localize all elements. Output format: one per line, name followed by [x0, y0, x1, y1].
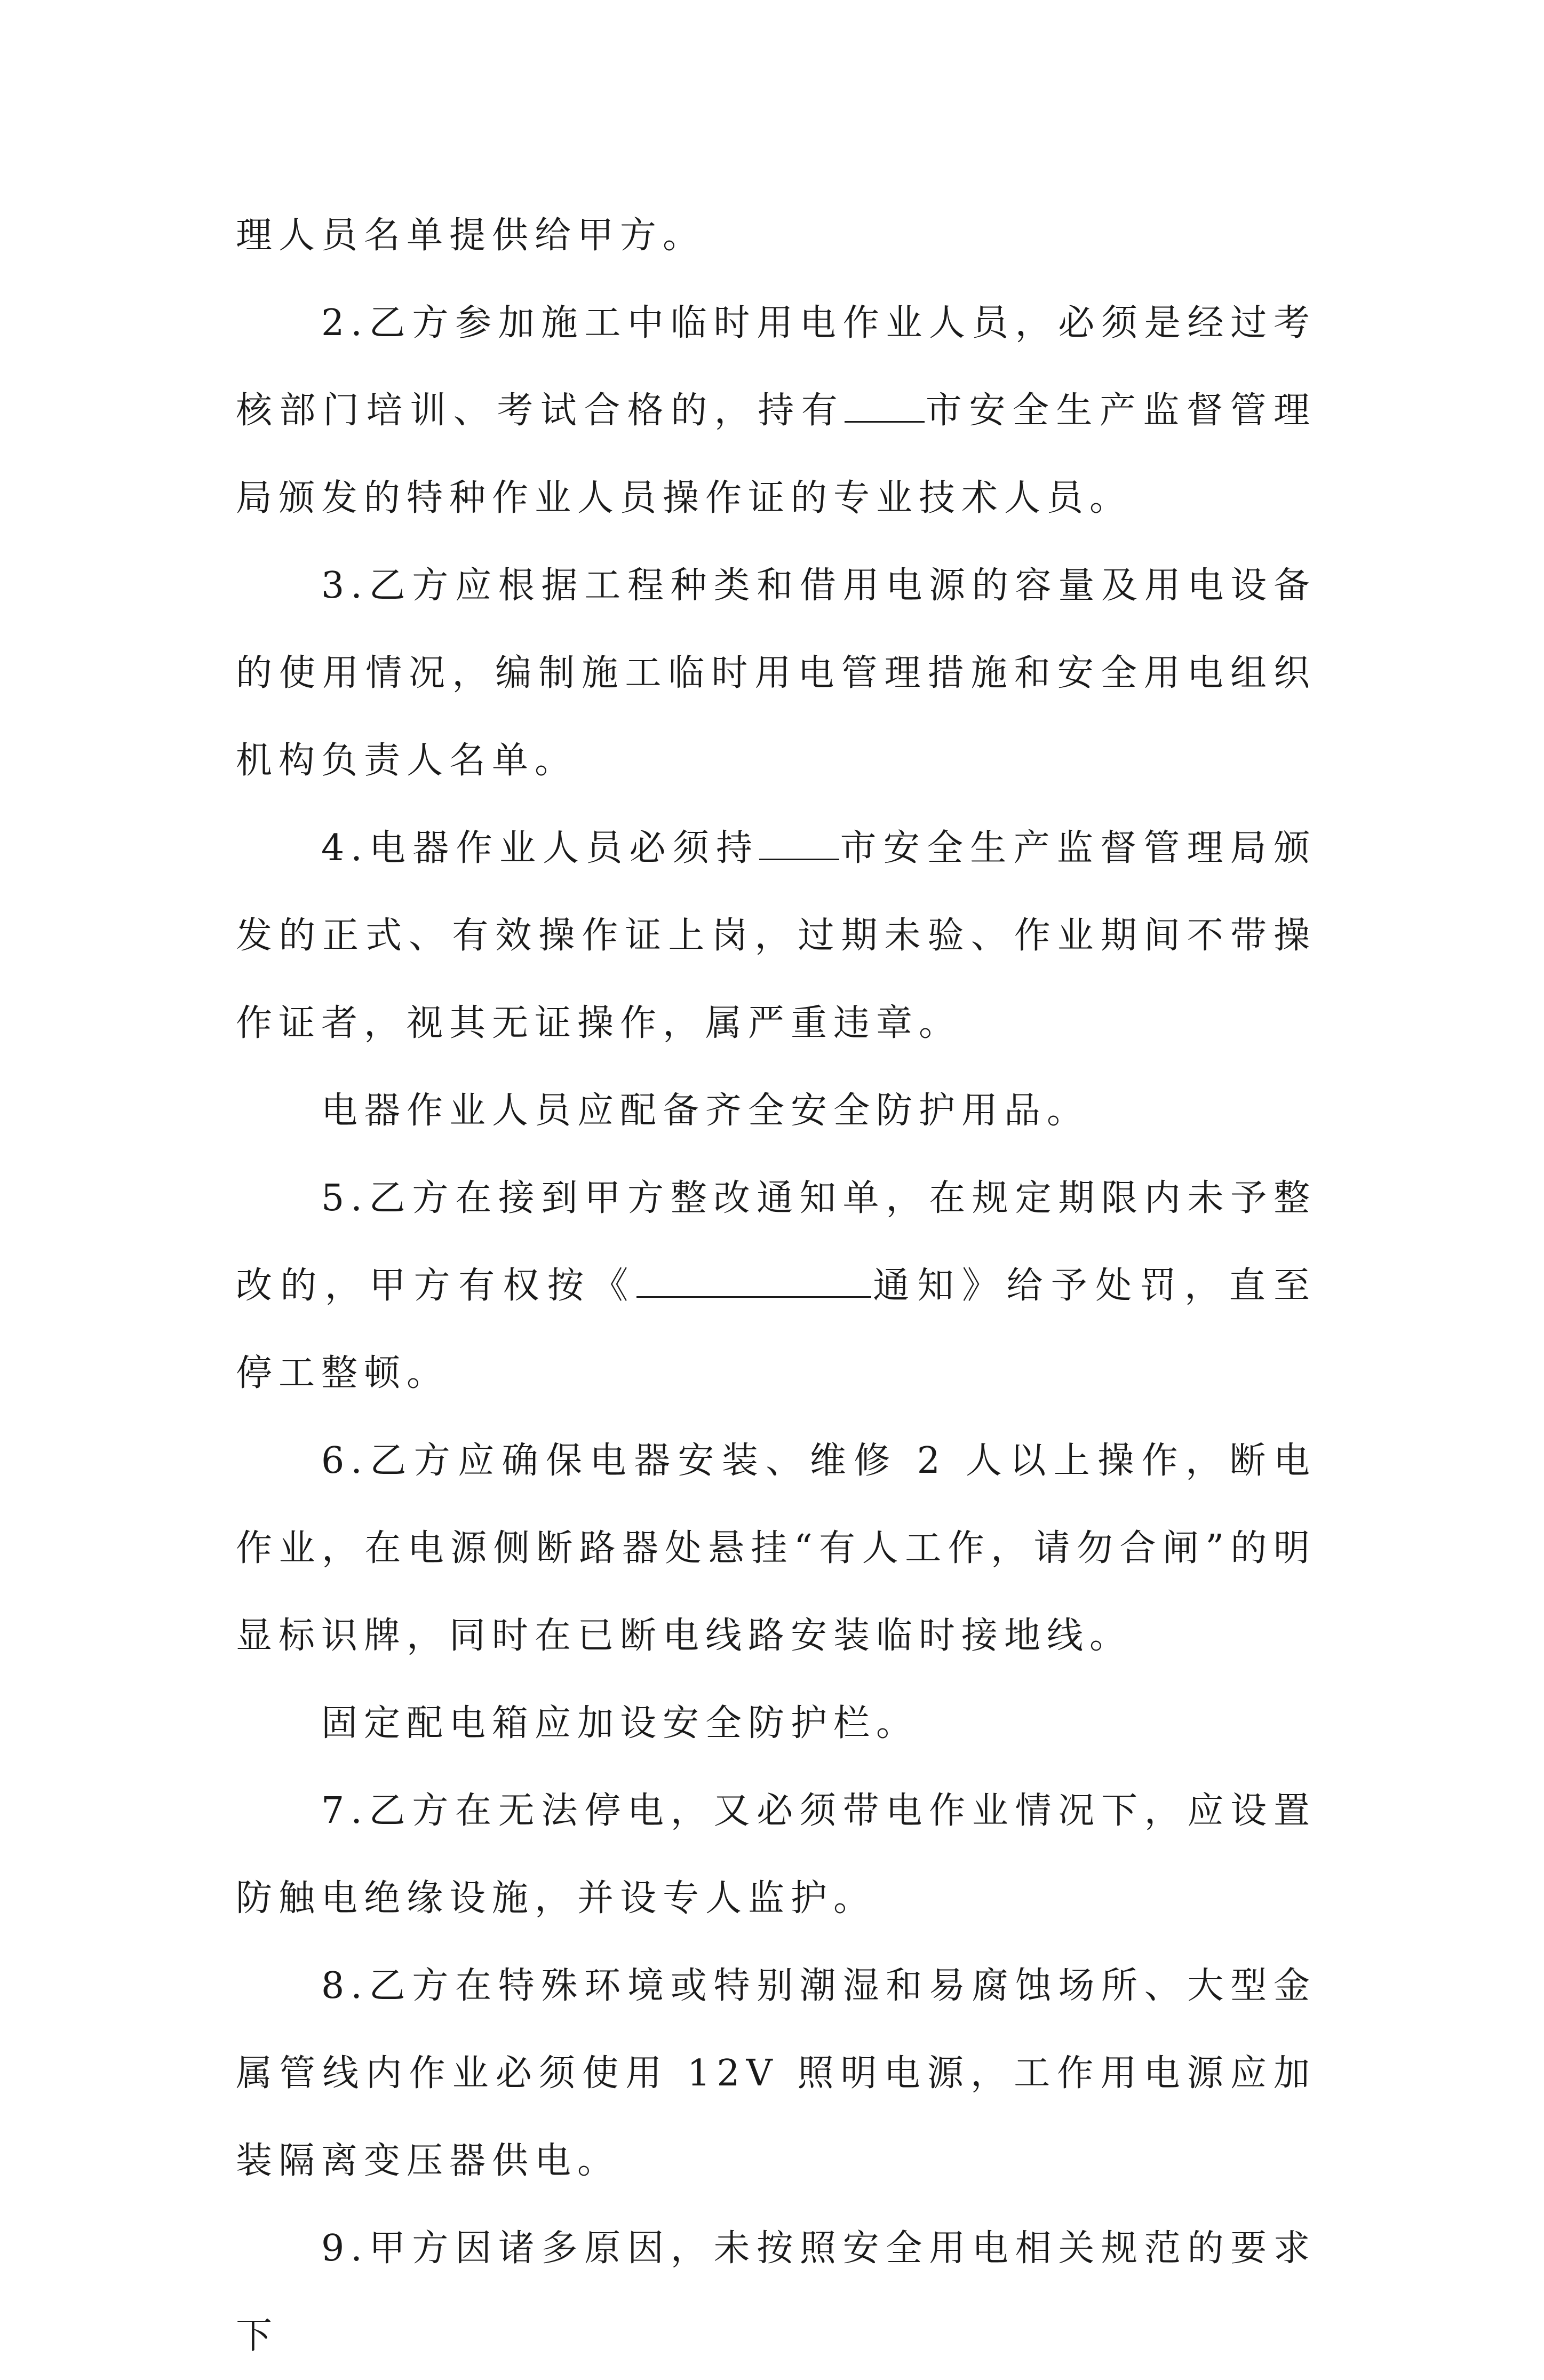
paragraph-item-8: 8.乙方在特殊环境或特别潮湿和易腐蚀场所、大型金属管线内作业必须使用 12V 照明电源，工作用电源应加装隔离变压器供电。 — [236, 1965, 1316, 2182]
paragraph-continuation: 理人员名单提供给甲方。 — [236, 215, 706, 257]
paragraph-item-6: 6.乙方应确保电器安装、维修 2 人以上操作，断电作业，在电源侧断路器处悬挂“有人工作，请勿合闸”的明显标识牌，同时在已断电线路安装临时接地线。 — [236, 1440, 1316, 1657]
paragraph-item-2 — [236, 280, 1316, 542]
paragraph-item-7: 7.乙方在无法停电，又必须带电作业情况下，应设置防触电绝缘设施，并设专人监护。 — [236, 1790, 1316, 1919]
fill-in-blank — [636, 1264, 871, 1298]
fill-in-blank — [759, 827, 839, 860]
fill-in-blank — [845, 389, 925, 423]
paragraph-text: 市安全生产监督管理局颁发的正式、有效操作证上岗，过期未验、作业期间不带操作证者，视其无证操作，属严重违章。 — [236, 827, 1316, 1044]
paragraph-text: 通知》给予处罚，直至停工整顿。 — [236, 1265, 1316, 1394]
paragraph-item-9: 9.甲方因诸多原因，未按照安全用电相关规范的要求下 — [236, 2227, 1316, 2357]
paragraph-item-4 — [236, 805, 1316, 1067]
paragraph-item-3: 3.乙方应根据工程种类和借用电源的容量及用电设备的使用情况，编制施工临时用电管理措施和安全用电组织机构负责人名单。 — [236, 565, 1316, 782]
paragraph-item-5 — [236, 1155, 1316, 1417]
paragraph-text: 市安全生产监督管理局颁发的特种作业人员操作证的专业技术人员。 — [236, 390, 1316, 519]
document-body — [236, 192, 1316, 2380]
paragraph-text: 5.乙方在接到甲方整改通知单，在规定期限内未予整改的，甲方有权按《 — [236, 1177, 1316, 1307]
paragraph-text: 4.电器作业人员必须持 — [321, 827, 760, 869]
paragraph-fixed-box: 固定配电箱应加设安全防护栏。 — [321, 1702, 919, 1744]
paragraph-protective-gear: 电器作业人员应配备齐全安全防护用品。 — [321, 1090, 1090, 1132]
paragraph-text: 2.乙方参加施工中临时用电作业人员，必须是经过考核部门培训、考试合格的，持有 — [236, 302, 1316, 432]
